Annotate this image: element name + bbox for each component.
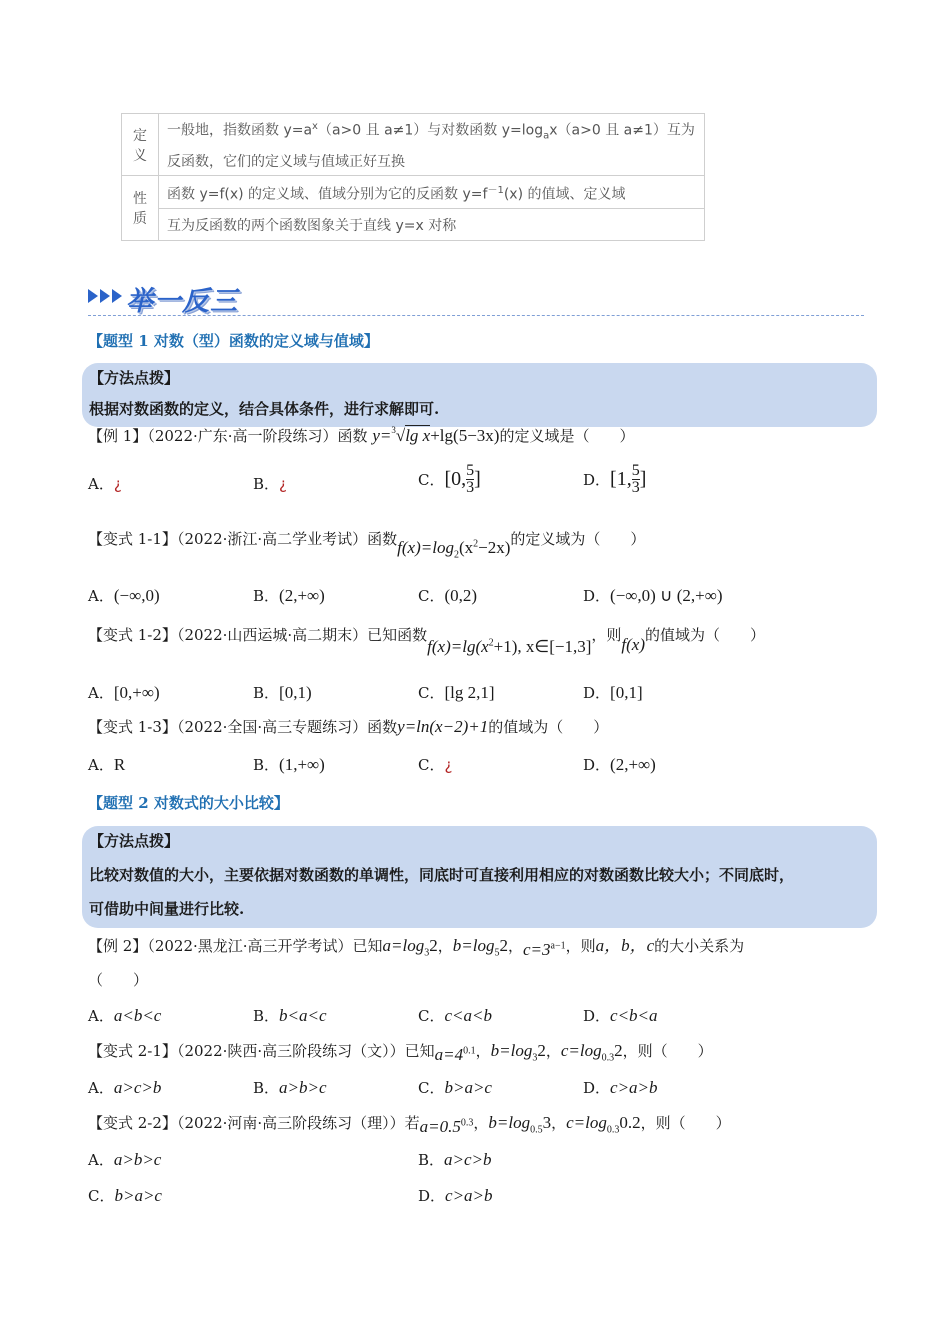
text-span: 3 [391, 425, 396, 435]
math-fragment [560, 1041, 623, 1064]
text-span: 2 [429, 936, 438, 955]
text-span: B． [253, 1079, 280, 1097]
math-fragment [596, 936, 655, 955]
text-span: y= [372, 426, 392, 445]
text-span: 【例 1】 [88, 427, 148, 445]
text-span: a [543, 130, 550, 142]
arrow-icon [112, 289, 122, 303]
text-span: (1,+∞) [279, 755, 325, 774]
math-fragment [488, 1113, 552, 1136]
math-fragment [452, 936, 508, 959]
method-text-line-1: 比较对数值的大小，主要依据对数函数的单调性，同底时可直接利用相应的对数函数比较大小；不同底时， [89, 866, 795, 884]
text-span: f(x)=log [397, 538, 454, 557]
banner-title: 举一反三 [126, 286, 238, 317]
text-span: f(x)=lg(x [427, 637, 489, 656]
text-span: c<a<b [444, 1006, 492, 1025]
text-span: 3 [532, 1052, 538, 1064]
table-cell-property-2: 互为反函数的两个函数图象关于直线 y=x 对称 [159, 209, 705, 241]
text-span: C． [418, 587, 445, 605]
text-span: a<b<c [113, 1006, 162, 1025]
text-span: [1, [610, 468, 632, 490]
text-span: 5 [466, 462, 475, 479]
method-text: 根据对数函数的定义，结合具体条件，进行求解即可. [89, 400, 440, 418]
text-span: －1 [487, 185, 504, 197]
ex2-option-d[interactable] [583, 1005, 658, 1026]
table-cell-definition [159, 114, 705, 176]
math-fragment: y=$^3$√lg x+lg(5−3x) [372, 425, 500, 445]
text-span: C． [418, 1079, 445, 1097]
text-span: ¿ [444, 756, 453, 774]
method-title: 【方法点拨】 [89, 369, 180, 387]
variant-1-1-question [88, 528, 646, 561]
text-span: 【变式 2-2】 [88, 1114, 177, 1132]
text-span: (2,+∞) [610, 755, 656, 774]
v11-option-b[interactable] [253, 585, 325, 606]
text-span: b=log [488, 1113, 531, 1132]
text-span: 2 [473, 538, 479, 550]
text-span: 的值域为（ ） [488, 718, 609, 736]
text-span: ，则（ ） [622, 1042, 713, 1060]
text-span: 0.5 [530, 1124, 543, 1136]
text-span: A． [88, 756, 114, 774]
text-span: ¿ [279, 475, 287, 493]
text-span: 0.3 [460, 1117, 474, 1129]
text-span: [0,+∞) [113, 683, 160, 702]
text-span: [0,1) [279, 683, 312, 702]
text-span: 5 [631, 462, 640, 479]
v21-option-d[interactable] [583, 1077, 658, 1098]
text-span: 的定义域为（ ） [510, 530, 646, 548]
math-fragment [397, 717, 488, 736]
example-2-question: 【例 2】（2022·黑龙江·高三开学考试）已知$a=\log_32$，$b=\log_52$，$c=3^{a-1}$，则a，b，c的大小关系为 [88, 936, 745, 959]
text-span: (−∞,0) ∪ (2,+∞) [610, 586, 723, 605]
v12-option-b[interactable] [253, 682, 312, 703]
ex1-option-a[interactable] [88, 473, 122, 494]
text-span: A． [88, 475, 114, 493]
v13-option-a[interactable] [88, 754, 125, 775]
text-span: 2 [614, 1041, 623, 1060]
text-span: C． [418, 684, 445, 702]
text-span: （2022·浙江·高二学业考试）函数 [176, 530, 398, 548]
text-span: a>b>c [279, 1078, 327, 1097]
type2-method-box [82, 826, 877, 928]
text-span: ，则（ ） [640, 1114, 731, 1132]
v12-option-a[interactable] [88, 682, 160, 703]
text-span: x（a>0 且 a≠1）互为 [549, 122, 695, 139]
v21-option-a[interactable] [88, 1077, 161, 1098]
text-span: （2022·河南·高三阶段练习（理））若 [176, 1114, 420, 1132]
text-span: (0,2) [444, 586, 478, 605]
v13-option-c[interactable] [418, 754, 452, 775]
text-span: 【变式 1-3】 [88, 718, 177, 736]
text-span: c=log [560, 1041, 602, 1060]
text-span: B． [253, 475, 280, 493]
text-span: 函数 y=f(x) 的定义域、值域分别为它的反函数 y=f [167, 186, 488, 203]
text-span: 【变式 1-2】 [88, 626, 177, 644]
text-span: c>a>b [445, 1186, 493, 1205]
text-span: （2022·黑龙江·高三开学考试）已知 [147, 937, 383, 955]
text-span: 0.3 [606, 1124, 620, 1136]
text-span: （a>0 且 a≠1）与对数函数 y=log [317, 122, 544, 139]
text-span: b>a>c [114, 1186, 162, 1205]
text-span: b=log [452, 936, 495, 955]
text-span: B． [418, 1151, 445, 1169]
text-span: 0.3 [601, 1052, 615, 1064]
v21-option-b[interactable] [253, 1077, 327, 1098]
text-span: A． [88, 1079, 114, 1097]
text-span: （2022·全国·高三专题练习）函数 [176, 718, 398, 736]
math-fragment [382, 936, 438, 959]
text-span: D． [583, 1007, 611, 1025]
ex2-option-b[interactable] [253, 1005, 327, 1026]
math-fragment [621, 635, 645, 654]
text-span: B． [253, 587, 280, 605]
math-fragment [405, 425, 430, 445]
ex1-option-b[interactable] [253, 473, 287, 494]
text-span: a>b>c [113, 1150, 162, 1169]
text-span: b=log [490, 1041, 533, 1060]
table-head-definition: 定义 [122, 114, 159, 176]
text-span: 【变式 2-1】 [88, 1042, 177, 1060]
variant-1-2-question [88, 624, 765, 656]
ex1-option-d[interactable] [583, 463, 646, 496]
section-banner [88, 279, 248, 317]
math-fragment [435, 1045, 476, 1064]
text-span: 2 [488, 637, 494, 649]
text-span: C． [418, 471, 445, 489]
math-fragment [632, 463, 640, 496]
text-span: a=4 [434, 1045, 464, 1064]
text-span: 2 [537, 1041, 546, 1060]
text-span: ¿ [113, 475, 122, 493]
v22-option-b[interactable] [418, 1149, 492, 1170]
math-fragment [397, 538, 511, 561]
v21-option-c[interactable] [418, 1077, 492, 1098]
text-span: D． [583, 684, 611, 702]
text-span: R [113, 755, 126, 774]
v22-option-a[interactable] [88, 1149, 161, 1170]
method-text-line-2: 可借助中间量进行比较. [89, 900, 245, 918]
text-span: ] [639, 468, 647, 490]
arrow-icon [100, 289, 110, 303]
text-span: a>c>b [444, 1150, 492, 1169]
text-span: D． [418, 1187, 446, 1205]
text-span: C． [418, 756, 445, 774]
example-1-question [88, 425, 634, 446]
math-fragment [566, 1113, 641, 1136]
type1-heading: 【题型 1 对数（型）函数的定义域与值域】 [88, 332, 379, 350]
text-span: a>c>b [113, 1078, 162, 1097]
definition-table [121, 113, 705, 241]
text-span: （2022·山西运城·高二期末）已知函数 [176, 626, 428, 644]
text-span: a，b，c [595, 936, 655, 955]
text-span: 5 [494, 947, 500, 959]
v22-option-c[interactable] [88, 1185, 162, 1206]
text-span: [0, [444, 468, 467, 490]
text-span: A． [88, 684, 114, 702]
text-span: D． [583, 1079, 611, 1097]
table-cell-property-1 [159, 176, 705, 209]
text-span: c=log [566, 1113, 607, 1132]
text-span: b>a>c [444, 1078, 492, 1097]
text-span: c=3 [522, 940, 551, 959]
text-span: b<a<c [279, 1006, 327, 1025]
text-span: D． [583, 471, 611, 489]
text-span: 的值域为（ ） [644, 626, 765, 644]
text-span: c>a>b [610, 1078, 658, 1097]
variant-2-2-question: 【变式 2-2】（2022·河南·高三阶段练习（理））若$a=0.5^{0.3}$，$b=\log_{0.5}3$，$c=\log_{0.3}0.2$，则（ ） [88, 1113, 731, 1136]
divider [88, 315, 864, 316]
text-span: （2022·广东·高一阶段练习）函数 [147, 427, 368, 445]
text-span: ，则 [591, 626, 622, 644]
v13-option-b[interactable] [253, 754, 325, 775]
text-span: 3 [542, 1113, 552, 1132]
text-span: −2x) [478, 538, 511, 557]
example-2-paren: （ ） [88, 971, 149, 989]
text-span: D． [583, 756, 611, 774]
text-span: A． [88, 1151, 114, 1169]
text-span: ] [474, 468, 481, 490]
text-span: 一般地，指数函数 y=a [167, 122, 313, 139]
v11-option-d[interactable] [583, 585, 723, 606]
v12-option-c[interactable] [418, 682, 495, 703]
method-title: 【方法点拨】 [89, 832, 180, 850]
arrow-icon [88, 289, 98, 303]
text-span: 3 [424, 947, 430, 959]
text-span: +1), x∈[−1,3] [493, 637, 592, 656]
text-span: D． [583, 587, 611, 605]
text-span: x [312, 121, 318, 132]
text-span: B． [253, 1007, 280, 1025]
text-span: a=log [382, 936, 425, 955]
v11-option-c[interactable] [418, 585, 477, 606]
variant-1-3-question [88, 716, 608, 737]
math-fragment [427, 637, 591, 656]
text-span: 的大小关系为 [654, 937, 745, 955]
text-span: 2 [453, 549, 459, 561]
text-span: A． [88, 587, 114, 605]
text-span: 【变式 1-1】 [88, 530, 177, 548]
v13-option-d[interactable] [583, 754, 656, 775]
text-span: A． [88, 1007, 114, 1025]
text-span: （2022·陕西·高三阶段练习（文））已知 [176, 1042, 435, 1060]
ex1-option-c[interactable] [418, 463, 481, 496]
math-fragment [490, 1041, 546, 1064]
text-span: [0,1] [610, 683, 643, 702]
text-span: 反函数，它们的定义域与值域正好互换 [167, 154, 405, 171]
v12-option-d[interactable] [583, 682, 643, 703]
text-span: C． [88, 1187, 115, 1205]
text-span: B． [253, 684, 280, 702]
text-span: 3 [631, 479, 640, 496]
text-span: ，则 [565, 937, 596, 955]
text-span: 的定义域是（ ） [499, 427, 635, 445]
text-span: lg x [405, 426, 431, 445]
text-span: 0.2 [619, 1113, 641, 1132]
text-span: (−∞,0) [113, 586, 160, 605]
text-span: 3 [466, 479, 475, 496]
text-span: c<b<a [610, 1006, 658, 1025]
text-span: B． [253, 756, 280, 774]
text-span: 0.1 [463, 1045, 476, 1057]
text-span: [lg 2,1] [444, 683, 495, 702]
table-head-property: 性质 [122, 176, 159, 241]
variant-2-1-question: 【变式 2-1】（2022·陕西·高三阶段练习（文））已知$a=4^{0.1}$，$b=\log_32$，$c=\log_{0.3}2$，则（ ） [88, 1041, 713, 1064]
v11-option-a[interactable] [88, 585, 160, 606]
text-span: (x [458, 538, 474, 557]
text-span: y=ln(x−2)+1 [397, 717, 489, 736]
type2-heading: 【题型 2 对数式的大小比较】 [88, 794, 289, 812]
text-span: 2 [499, 936, 508, 955]
text-span: C． [418, 1007, 445, 1025]
text-span: a−1 [550, 940, 566, 952]
ex2-option-a[interactable] [88, 1005, 161, 1026]
math-fragment [466, 463, 474, 496]
text-span: +lg(5−3x) [430, 426, 500, 445]
text-span: (2,+∞) [279, 586, 325, 605]
math-fragment [523, 940, 566, 959]
ex2-option-c[interactable] [418, 1005, 492, 1026]
text-span: (x) 的值域、定义域 [503, 186, 626, 203]
text-span: 【例 2】 [88, 937, 148, 955]
math-fragment [420, 1117, 474, 1136]
text-span: a=0.5 [419, 1117, 461, 1136]
type1-method-box [82, 363, 877, 427]
v22-option-d[interactable] [418, 1185, 493, 1206]
text-span: f(x) [621, 635, 645, 654]
